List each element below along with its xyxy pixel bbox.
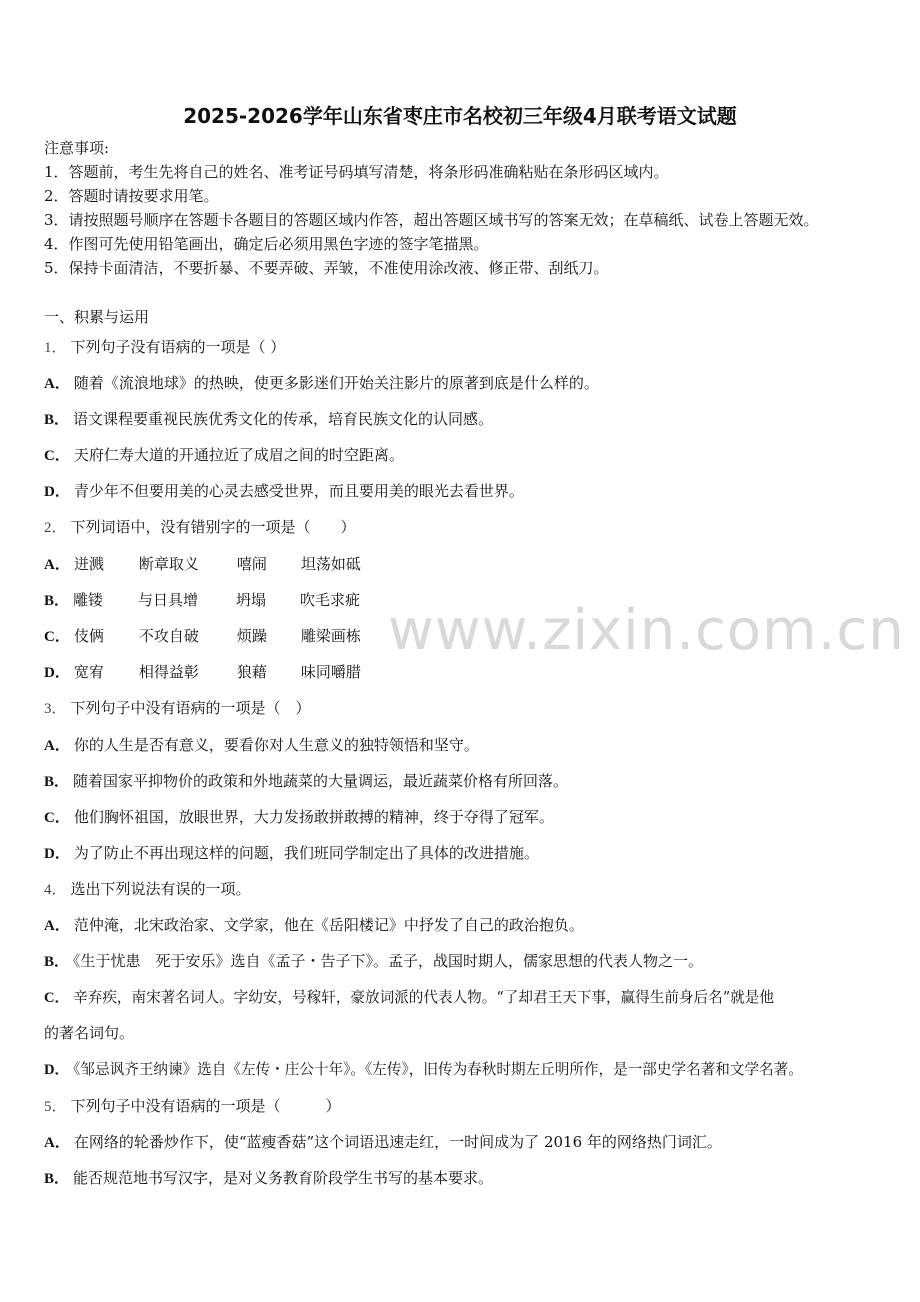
option-text: 范仲淹，北宋政治家、文学家，他在《岳阳楼记》中抒发了自己的政治抱负。 <box>73 916 584 934</box>
option-label: C． <box>44 629 70 645</box>
option-text: 在网络的轮番炒作下，使“蓝瘦香菇”这个词语迅速走红，一时间成为了 2016 年的网络热门词汇。 <box>73 1133 722 1151</box>
option-word: 嘻闹 <box>236 555 267 573</box>
option-row <box>44 626 361 647</box>
option-row <box>44 771 568 792</box>
option-word: 狼藉 <box>236 663 267 681</box>
option-label: D． <box>44 665 70 681</box>
notice-heading: 注意事项: <box>44 139 110 157</box>
option-continuation: 的著名词句。 <box>44 1024 135 1042</box>
option-label: C． <box>44 990 70 1006</box>
option-word: 坦荡如砥 <box>300 555 361 573</box>
option-word: 坍塌 <box>236 591 267 609</box>
option-row <box>44 1168 493 1189</box>
option-text: 语文课程要重视民族优秀文化的传承，培育民族文化的认同感。 <box>73 410 494 428</box>
question-5-stem <box>44 1096 341 1117</box>
option-row <box>44 445 404 466</box>
option-word: 相得益彰 <box>138 663 199 681</box>
option-text: 能否规范地书写汉字，是对义务教育阶段学生书写的基本要求。 <box>73 1169 494 1187</box>
option-label: C． <box>44 810 70 826</box>
option-row <box>44 554 361 575</box>
option-row <box>44 735 479 756</box>
option-word: 不攻自破 <box>138 627 199 645</box>
option-row <box>44 1060 803 1080</box>
option-row <box>44 1132 722 1153</box>
option-word: 断章取义 <box>138 555 199 573</box>
option-text: 你的人生是否有意义，要看你对人生意义的独特领悟和坚守。 <box>73 736 479 754</box>
option-row <box>44 988 774 1008</box>
option-label: B． <box>44 954 70 970</box>
option-text: 随着《流浪地球》的热映，使更多影迷们开始关注影片的原著到底是什么样的。 <box>73 374 599 392</box>
option-row <box>44 843 539 864</box>
question-4-stem <box>44 879 251 900</box>
option-row <box>44 662 361 683</box>
notice-item: 5．保持卡面清洁，不要折暴、不要弄破、弄皱，不准使用涂改液、修正带、刮纸刀。 <box>44 259 609 277</box>
watermark: www.zixin.com.cn <box>388 598 905 663</box>
option-row <box>44 373 599 394</box>
option-label: A． <box>44 557 70 573</box>
option-row <box>44 590 360 611</box>
question-text: 下列句子中没有语病的一项是（ ） <box>70 1097 341 1115</box>
exam-title: 2025-2026学年山东省枣庄市名校初三年级4月联考语文试题 <box>183 104 737 128</box>
option-label: A． <box>44 738 70 754</box>
notice-item: 2．答题时请按要求用笔。 <box>44 187 219 205</box>
option-word: 宽宥 <box>73 663 104 681</box>
section-heading: 一、积累与运用 <box>44 308 150 326</box>
option-label: B． <box>44 412 70 428</box>
option-text: 《生于忧患 死于安乐》选自《孟子・告子下》。孟子，战国时期人，儒家思想的代表人物之一。 <box>73 952 704 970</box>
notice-item: 1．答题前，考生先将自己的姓名、准考证号码填写清楚，将条形码准确粘贴在条形码区域内。 <box>44 163 669 181</box>
option-text: 随着国家平抑物价的政策和外地蔬菜的大量调运，最近蔬菜价格有所回落。 <box>73 772 569 790</box>
option-label: D． <box>44 1062 70 1078</box>
question-text: 下列句子中没有语病的一项是（ ） <box>70 699 311 717</box>
option-label: A． <box>44 918 70 934</box>
option-word: 与日具增 <box>138 591 199 609</box>
question-number: 3． <box>44 701 67 717</box>
option-label: D． <box>44 846 70 862</box>
option-label: C． <box>44 448 70 464</box>
option-label: A． <box>44 376 70 392</box>
option-row <box>44 915 584 936</box>
option-word: 吹毛求疵 <box>300 591 361 609</box>
question-number: 1． <box>44 340 67 356</box>
option-row <box>44 481 524 502</box>
option-word: 味同嚼腊 <box>300 663 361 681</box>
option-word: 雕梁画栋 <box>300 627 361 645</box>
option-label: D． <box>44 484 70 500</box>
option-text: 他们胸怀祖国，放眼世界，大力发扬敢拼敢搏的精神，终于夺得了冠军。 <box>73 808 554 826</box>
notice-item: 4．作图可先使用铅笔画出，确定后必须用黑色字迹的签字笔描黑。 <box>44 235 489 253</box>
question-text: 下列句子没有语病的一项是（ ） <box>70 338 286 356</box>
option-text: 《邹忌讽齐王纳谏》选自《左传・庄公十年》。《左传》，旧传为春秋时期左丘明所作，是一部史学名著和文学名著。 <box>73 1061 803 1078</box>
option-word: 雕镂 <box>73 591 104 609</box>
option-label: B． <box>44 593 70 609</box>
question-1-stem <box>44 337 285 358</box>
question-text: 下列词语中，没有错别字的一项是（ ） <box>70 518 356 536</box>
question-2-stem <box>44 517 356 538</box>
question-number: 4． <box>44 882 67 898</box>
option-text: 辛弃疾，南宋著名词人。字幼安，号稼轩，豪放词派的代表人物。“了却君王天下事，赢得生前身后名”就是他 <box>73 989 774 1006</box>
notice-item: 3．请按照题号顺序在答题卡各题目的答题区域内作答，超出答题区域书写的答案无效；在草稿纸、试卷上答题无效。 <box>44 211 819 229</box>
question-text: 选出下列说法有误的一项。 <box>70 880 251 898</box>
option-word: 烦躁 <box>236 627 267 645</box>
option-text: 天府仁寿大道的开通拉近了成眉之间的时空距离。 <box>73 446 404 464</box>
option-label: B． <box>44 1171 70 1187</box>
option-label: A． <box>44 1135 70 1151</box>
option-text: 青少年不但要用美的心灵去感受世界，而且要用美的眼光去看世界。 <box>73 482 524 500</box>
option-row <box>44 951 703 972</box>
question-3-stem <box>44 698 311 719</box>
option-text: 为了防止不再出现这样的问题，我们班同学制定出了具体的改进措施。 <box>73 844 539 862</box>
option-row <box>44 409 493 430</box>
option-word: 迸溅 <box>73 555 104 573</box>
option-label: B． <box>44 774 70 790</box>
question-number: 2． <box>44 520 67 536</box>
question-number: 5． <box>44 1099 67 1115</box>
option-row <box>44 807 554 828</box>
option-word: 伎俩 <box>73 627 104 645</box>
